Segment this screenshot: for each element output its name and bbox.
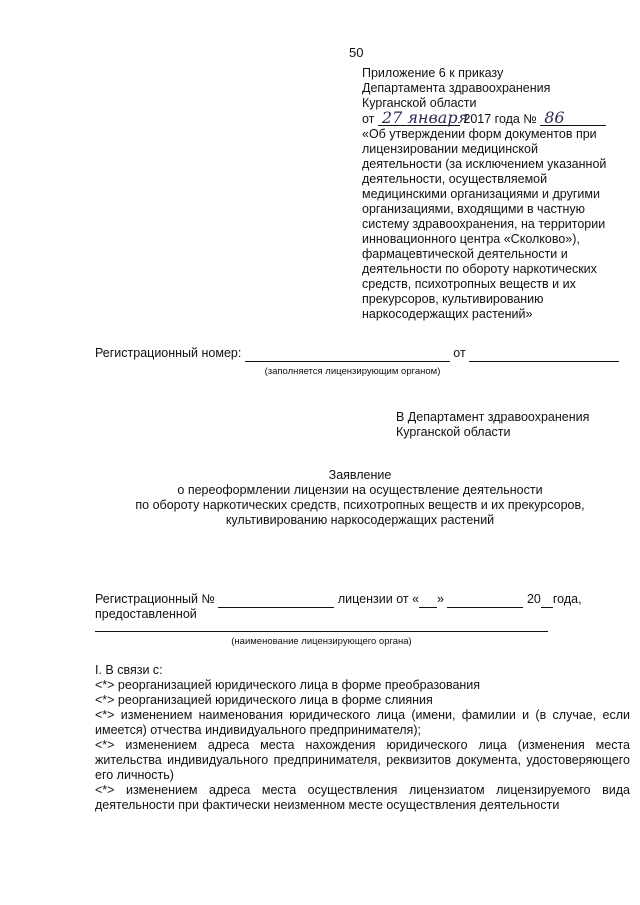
annex-quote-line: фармацевтической деятельности и <box>362 247 568 261</box>
annex-block <box>362 66 634 322</box>
reason-item[interactable]: <*> реорганизацией юридического лица в форме слияния <box>95 693 433 707</box>
title-line: о переоформлении лицензии на осуществление деятельности <box>177 483 543 497</box>
license-day-field[interactable] <box>419 592 437 608</box>
annex-line: Курганской области <box>362 96 477 110</box>
reason-item[interactable]: <*> реорганизацией юридического лица в форме преобразования <box>95 678 481 692</box>
document-title <box>90 468 630 528</box>
addressee <box>396 410 589 440</box>
licensing-authority-field[interactable] <box>95 630 548 632</box>
registration-row <box>95 346 619 362</box>
license-year-prefix: 20 <box>526 592 541 606</box>
annex-quote-line: средств, психотропных веществ и их <box>362 277 576 291</box>
annex-quote-line: медицинскими организациями и другими <box>362 187 600 201</box>
annex-quote-line: прекурсоров, культивированию <box>362 292 544 306</box>
annex-quote-line: деятельности по обороту наркотических <box>362 262 597 276</box>
reason-item[interactable]: <*> изменением наименования юридического лица (имени, фамилии и (в случае, если имеется) отчества индивидуального предпринимателя); <box>95 708 630 737</box>
annex-quote-line: «Об утверждении форм документов при <box>362 127 597 141</box>
title-line: по обороту наркотических средств, психотропных веществ и их прекурсоров, <box>135 498 585 512</box>
annex-quote-line: организациями, входящими в частную <box>362 202 586 216</box>
license-year-suffix: года, <box>552 592 582 606</box>
annex-line: Приложение 6 к приказу <box>362 66 504 80</box>
reason-item[interactable]: <*> изменением адреса места осуществления лицензиатом лицензируемого вида деятельности при фактически неизменном месте осуществления деятельности <box>95 783 630 812</box>
title-line: культивированию наркосодержащих растений <box>225 513 495 527</box>
annex-year-text: 2017 года № <box>463 112 537 126</box>
license-from-label: лицензии от « <box>337 592 420 606</box>
license-close-quote: » <box>437 592 444 606</box>
handwritten-date: 27 января <box>378 111 460 126</box>
registration-from-label: от <box>453 346 466 360</box>
registration-note: (заполняется лицензирующим органом) <box>264 366 441 377</box>
reason-item[interactable]: <*> изменением адреса места нахождения юридического лица (изменения места жительства индивидуального предпринимателя, реквизитов документа, удостоверяющего его личность) <box>95 738 630 782</box>
license-provided-label: предоставленной <box>95 607 197 621</box>
registration-date-field[interactable] <box>469 346 619 362</box>
license-number-field[interactable] <box>218 592 334 608</box>
annex-from-prefix: от <box>362 112 375 126</box>
title-line: Заявление <box>328 468 392 482</box>
license-year-field[interactable] <box>541 592 553 608</box>
annex-quote-line: наркосодержащих растений» <box>362 307 533 321</box>
registration-number-field[interactable] <box>245 346 450 362</box>
addressee-line: Курганской области <box>396 425 511 439</box>
annex-quote-line: инновационного центра «Сколково»), <box>362 232 580 246</box>
registration-label: Регистрационный номер: <box>95 346 242 360</box>
licensing-authority-note: (наименование лицензирующего органа) <box>231 636 412 647</box>
reasons-section <box>95 663 630 813</box>
annex-quote-line: лицензировании медицинской <box>362 142 538 156</box>
reasons-heading: I. В связи с: <box>95 663 163 677</box>
annex-quote-line: деятельности (за исключением указанной <box>362 157 607 171</box>
annex-date-line <box>362 108 634 127</box>
license-reg-label: Регистрационный № <box>95 592 215 606</box>
page-number: 50 <box>349 45 364 60</box>
annex-quote-line: систему здравоохранения, на территории <box>362 217 606 231</box>
license-row <box>95 592 582 608</box>
annex-line: Департамента здравоохранения <box>362 81 551 95</box>
addressee-line: В Департамент здравоохранения <box>396 410 590 424</box>
annex-quote-line: деятельности, осуществляемой <box>362 172 548 186</box>
license-month-field[interactable] <box>447 592 523 608</box>
handwritten-number: 86 <box>540 111 606 126</box>
